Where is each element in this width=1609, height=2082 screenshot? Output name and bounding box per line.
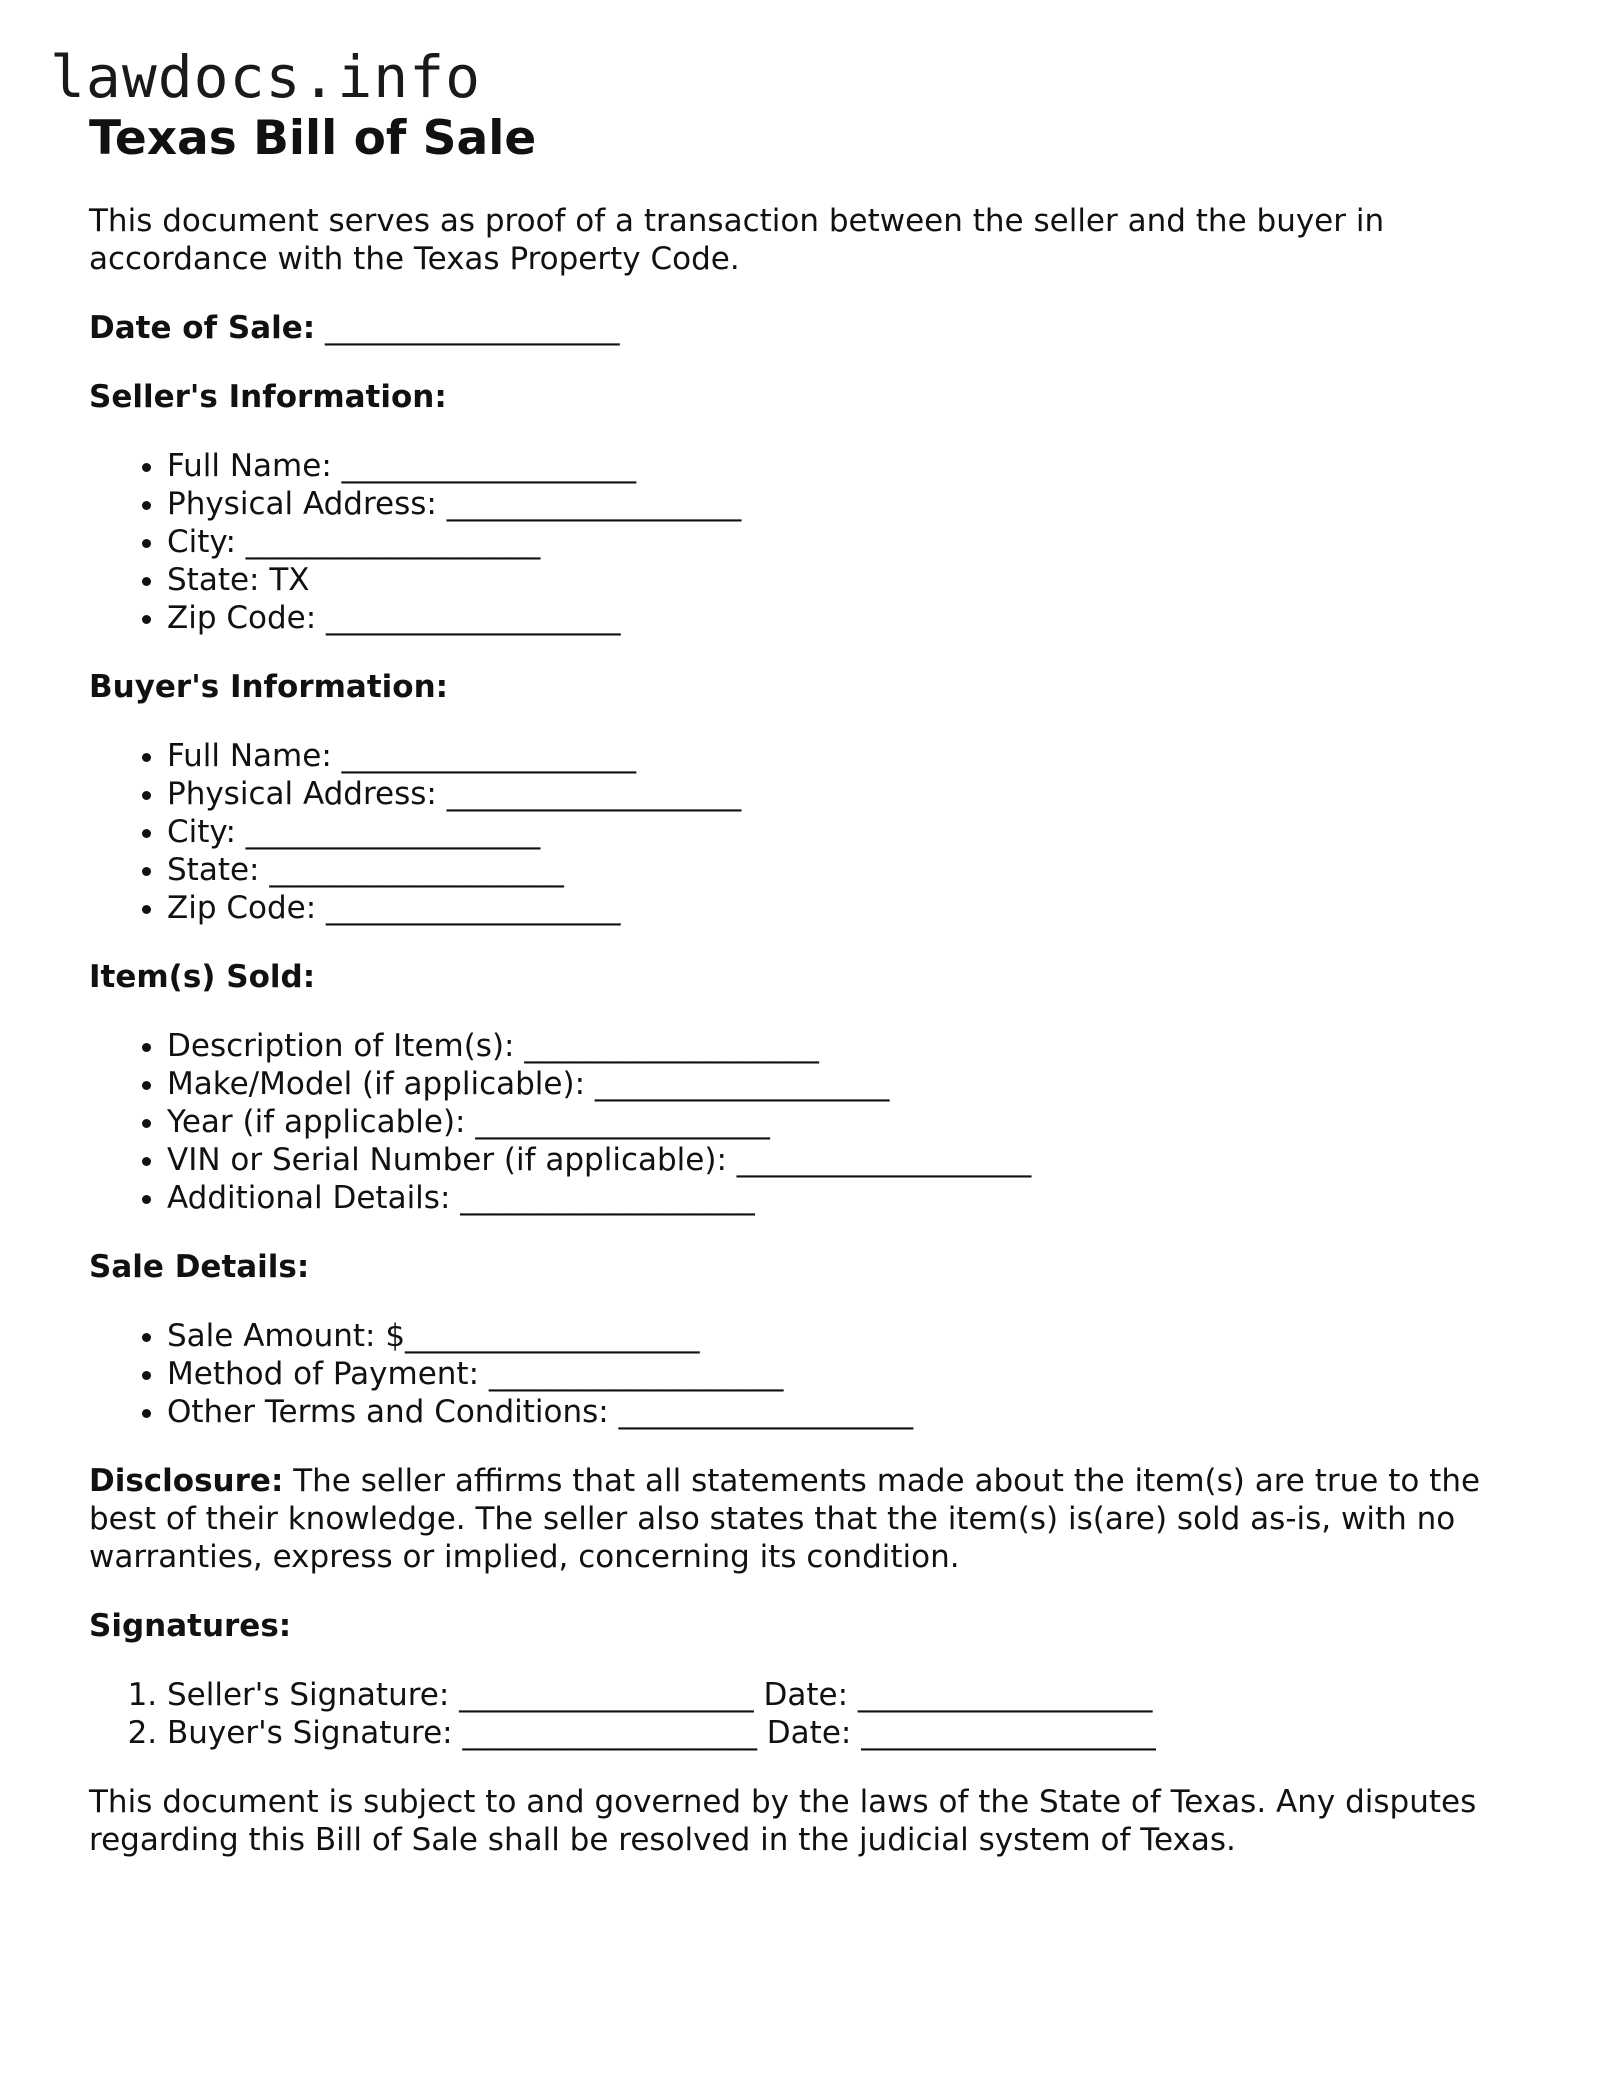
date-of-sale-line — [89, 309, 1529, 347]
buyer-city: • City: ___________________ — [167, 813, 1529, 851]
sale-details-list — [89, 1317, 1529, 1431]
signatures-heading: Signatures: — [89, 1608, 292, 1644]
seller-physical-address: • Physical Address: ___________________ — [167, 485, 1529, 523]
item-vin-serial: • VIN or Serial Number (if applicable): ___________________ — [167, 1141, 1529, 1179]
seller-city: • City: ___________________ — [167, 523, 1529, 561]
disclosure-label: Disclosure: — [89, 1463, 284, 1499]
date-of-sale-label: Date of Sale: — [89, 310, 316, 346]
buyer-zip-code: • Zip Code: ___________________ — [167, 889, 1529, 927]
seller-state: • State: TX — [167, 561, 1529, 599]
buyer-full-name: • Full Name: ___________________ — [167, 737, 1529, 775]
items-sold-list — [89, 1027, 1529, 1217]
seller-heading: Seller's Information: — [89, 379, 447, 415]
closing-paragraph: This document is subject to and governed by the laws of the State of Texas. Any disputes regarding this Bill of Sale shall be resolved in the judicial system of Texas. — [89, 1784, 1477, 1858]
intro-paragraph: This document serves as proof of a transaction between the seller and the buyer in accordance with the Texas Property Code. — [89, 203, 1385, 277]
seller-full-name: • Full Name: ___________________ — [167, 447, 1529, 485]
item-year: • Year (if applicable): ___________________ — [167, 1103, 1529, 1141]
page-title: Texas Bill of Sale — [89, 111, 537, 166]
date-of-sale-blank: ___________________ — [325, 310, 620, 346]
item-additional-details: • Additional Details: ___________________ — [167, 1179, 1529, 1217]
document-body — [89, 110, 1529, 1890]
sale-details-heading: Sale Details: — [89, 1249, 310, 1285]
signatures-list — [89, 1676, 1529, 1752]
disclosure-paragraph — [89, 1462, 1529, 1576]
items-sold-heading: Item(s) Sold: — [89, 959, 316, 995]
buyer-physical-address: • Physical Address: ___________________ — [167, 775, 1529, 813]
buyer-list — [89, 737, 1529, 927]
seller-zip-code: • Zip Code: ___________________ — [167, 599, 1529, 637]
item-make-model: • Make/Model (if applicable): ___________________ — [167, 1065, 1529, 1103]
seller-signature-line: 1. Seller's Signature: ___________________ Date: ___________________ — [167, 1676, 1529, 1714]
buyer-heading: Buyer's Information: — [89, 669, 449, 705]
item-description: • Description of Item(s): ___________________ — [167, 1027, 1529, 1065]
watermark-logo: lawdocs.info — [50, 43, 482, 111]
disclosure-text: The seller affirms that all statements made about the item(s) are true to the best of their knowledge. The seller also states that the item(s) is(are) sold as-is, with no warranties, express or implied, concerning its condition. — [89, 1463, 1481, 1575]
other-terms: • Other Terms and Conditions: ___________________ — [167, 1393, 1529, 1431]
seller-list — [89, 447, 1529, 637]
buyer-signature-line: 2. Buyer's Signature: ___________________ Date: ___________________ — [167, 1714, 1529, 1752]
buyer-state: • State: ___________________ — [167, 851, 1529, 889]
method-of-payment: • Method of Payment: ___________________ — [167, 1355, 1529, 1393]
sale-amount: • Sale Amount: $___________________ — [167, 1317, 1529, 1355]
